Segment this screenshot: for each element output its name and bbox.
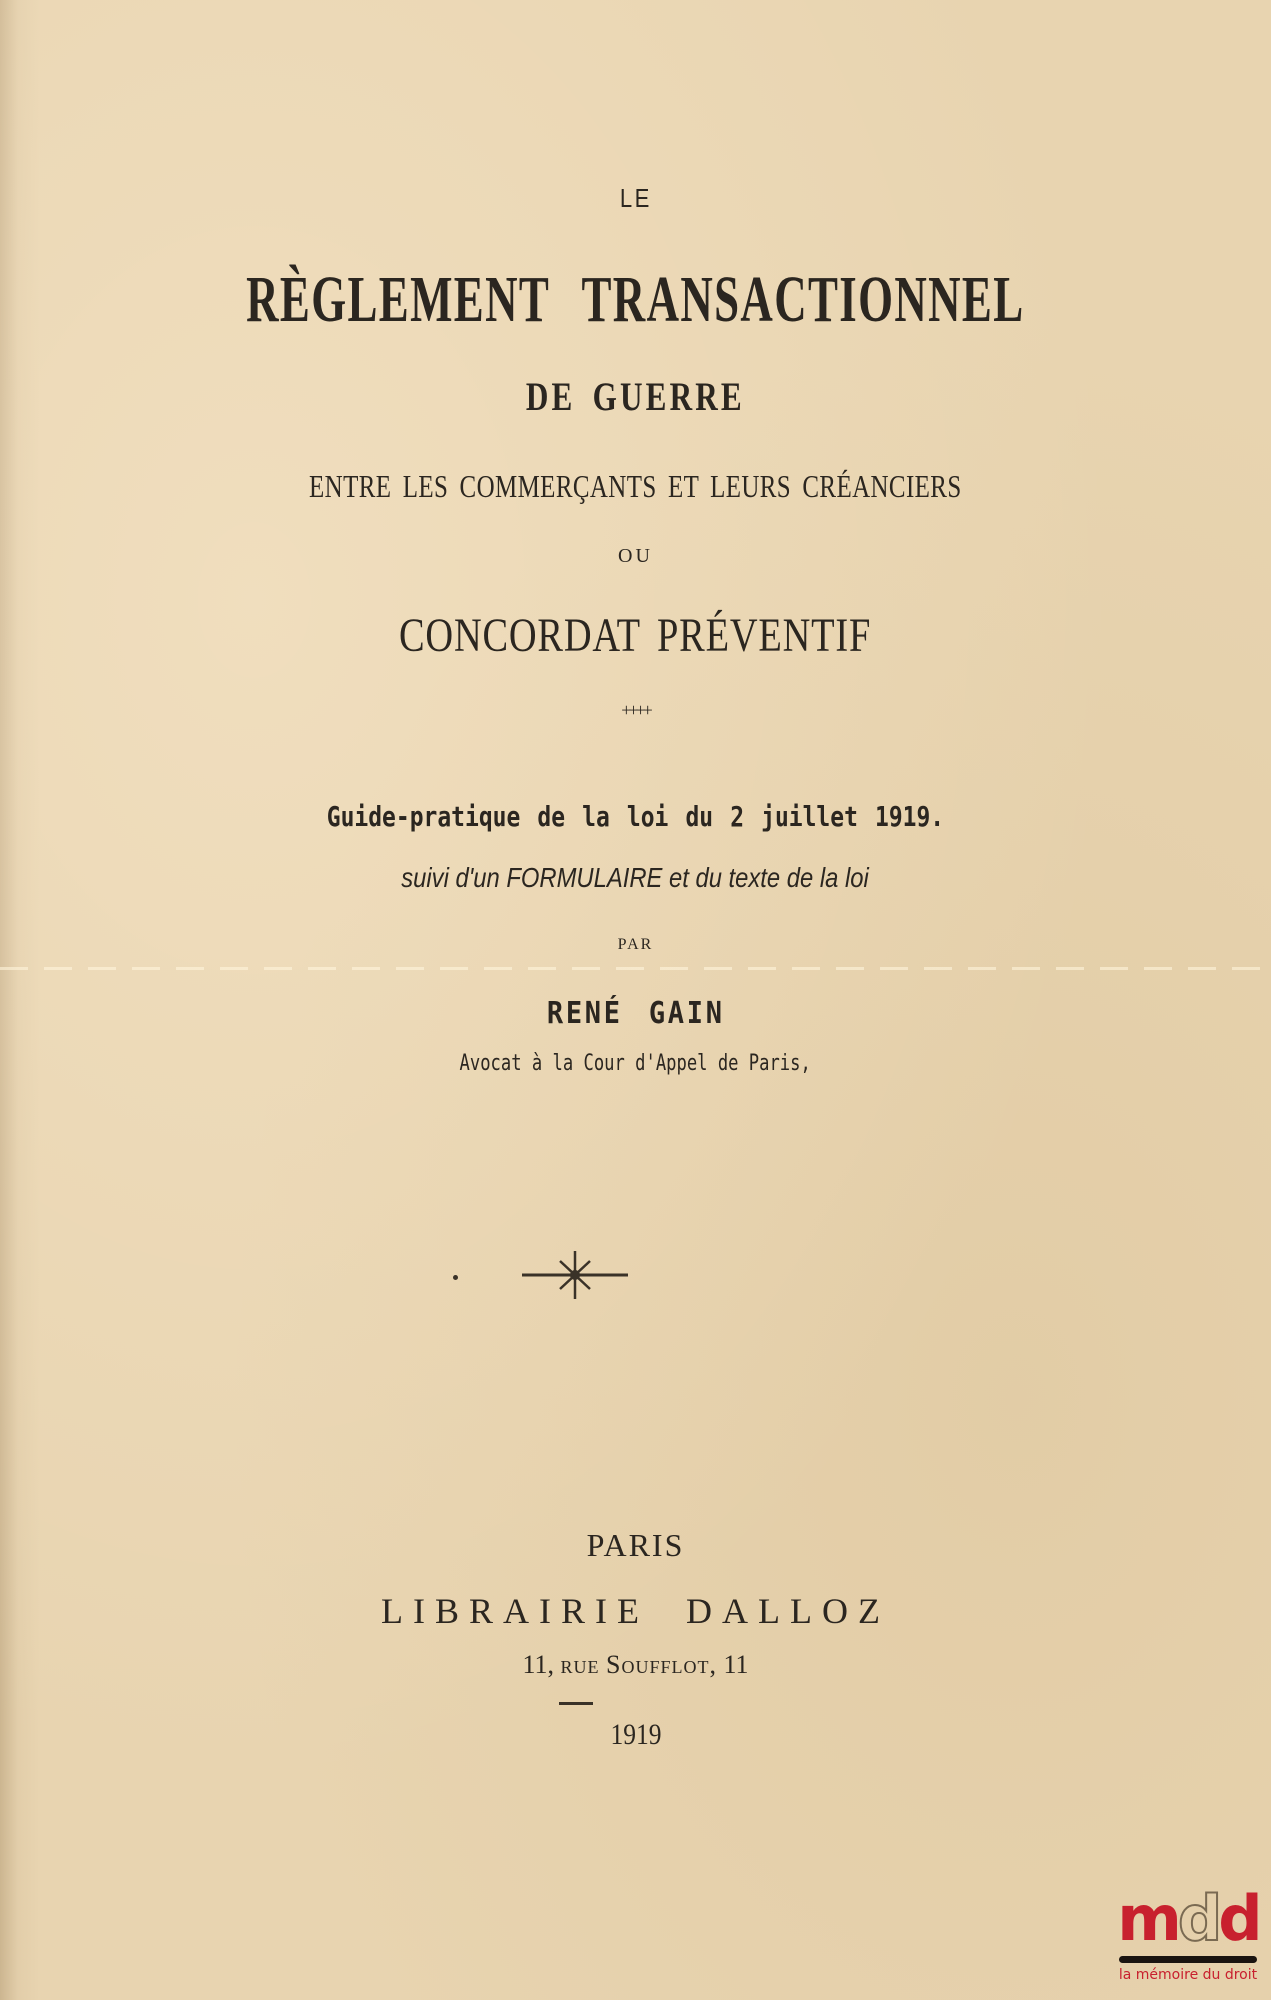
ink-speck [453, 1275, 458, 1280]
guide-subtitle: Guide-pratique de la loi du 2 juillet 1919. [326, 800, 945, 833]
separator-dash [559, 1702, 593, 1705]
author-role: Avocat à la Cour d'Appel de Paris, [459, 1051, 812, 1076]
publisher-address: 11, rue Soufflot, 11 [522, 1650, 749, 1679]
conjunction-ou: OU [618, 545, 653, 567]
publication-year: 1919 [610, 1718, 661, 1751]
star-ornament-icon [520, 1245, 630, 1305]
publisher-name: LIBRAIRIE DALLOZ [381, 1591, 890, 1631]
subtitle-commercants: ENTRE LES COMMERÇANTS ET LEURS CRÉANCIERS [309, 468, 962, 504]
subtitle-de-guerre: DE GUERRE [526, 374, 745, 419]
page-fold-line [0, 967, 1271, 970]
mdd-logo-mark: mdd [1117, 1882, 1259, 1955]
logo-tagline: la mémoire du droit [1118, 1967, 1258, 1983]
publication-city: PARIS [586, 1527, 685, 1563]
cross-ornament: ++++ [621, 700, 650, 720]
author-name: RENÉ GAIN [546, 996, 725, 1031]
by-label: PAR [617, 936, 654, 953]
alt-title: CONCORDAT PRÉVENTIF [399, 609, 872, 662]
logo-underline [1119, 1956, 1257, 1963]
mdd-watermark-logo [1113, 1884, 1263, 1994]
supplement-line: suivi d'un FORMULAIRE et du texte de la loi [401, 862, 870, 893]
main-title: RÈGLEMENT TRANSACTIONNEL [246, 263, 1025, 336]
title-article: LE [619, 183, 652, 213]
